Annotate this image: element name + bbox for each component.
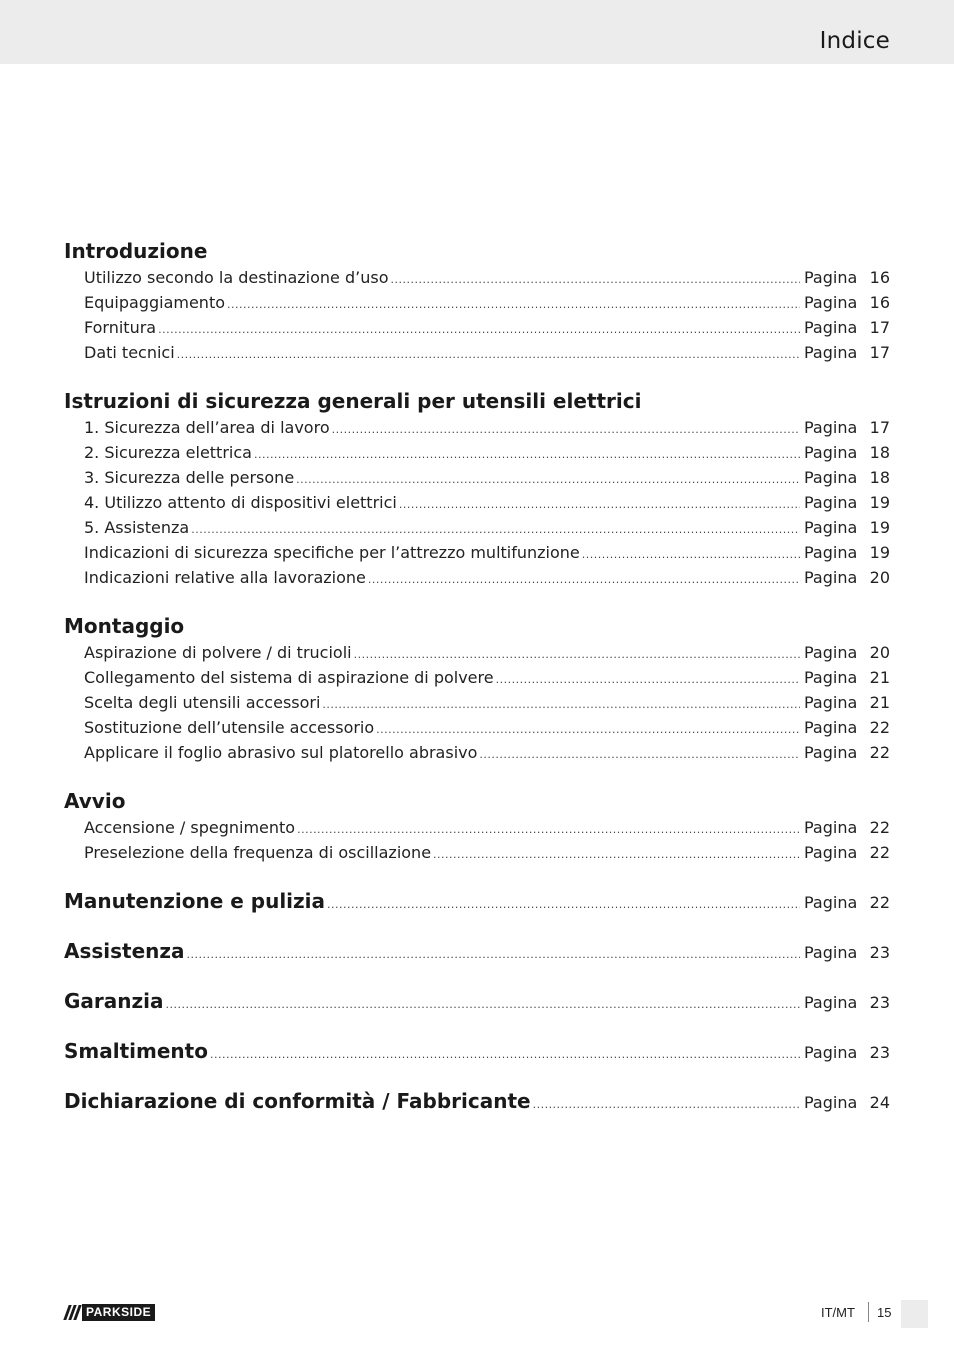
- page-number: 22: [869, 843, 890, 862]
- page-number: 23: [869, 1043, 890, 1062]
- page-word: Pagina: [804, 893, 858, 912]
- dot-leader: [354, 648, 800, 661]
- page-word: Pagina: [804, 693, 858, 712]
- entry-label: Scelta degli utensili accessori: [84, 693, 321, 712]
- page-number: 22: [869, 718, 890, 737]
- page-title: Indice: [819, 28, 890, 54]
- page-word: Pagina: [804, 1093, 858, 1112]
- toc-entry[interactable]: [84, 718, 890, 743]
- toc-main-entry[interactable]: [64, 1089, 890, 1114]
- toc-entry[interactable]: [84, 843, 890, 868]
- page-word: Pagina: [804, 1043, 858, 1062]
- page-number: 19: [869, 493, 890, 512]
- footer-tab-marker: [901, 1300, 928, 1328]
- entry-label: Equipaggiamento: [84, 293, 226, 312]
- page-word: Pagina: [804, 268, 858, 287]
- page-word: Pagina: [804, 743, 858, 762]
- entry-label: Collegamento del sistema di aspirazione di polvere: [84, 668, 494, 687]
- entry-label: Utilizzo secondo la destinazione d’uso: [84, 268, 389, 287]
- toc-entry[interactable]: [84, 668, 890, 693]
- page-word: Pagina: [804, 568, 858, 587]
- dot-leader: [399, 498, 800, 511]
- entry-label: 1. Sicurezza dell’area di lavoro: [84, 418, 330, 437]
- main-entry-label: Garanzia: [64, 989, 164, 1013]
- page-number: 21: [869, 693, 890, 712]
- toc-entry[interactable]: [84, 293, 890, 318]
- page-word: Pagina: [804, 993, 858, 1012]
- page-number: 24: [869, 1093, 890, 1112]
- toc-main-entry[interactable]: [64, 939, 890, 964]
- header-band: [0, 0, 954, 64]
- toc-entry[interactable]: [84, 493, 890, 518]
- page-number: 20: [869, 568, 890, 587]
- logo-stripes-icon: [66, 1304, 79, 1321]
- toc-main-entry[interactable]: [64, 889, 890, 914]
- page-number: 17: [869, 343, 890, 362]
- toc-entry[interactable]: [84, 268, 890, 293]
- footer-page-number: 15: [877, 1305, 892, 1320]
- dot-leader: [533, 1098, 800, 1111]
- dot-leader: [322, 698, 800, 711]
- page-word: Pagina: [804, 718, 858, 737]
- page-number: 18: [869, 468, 890, 487]
- footer-language: IT/MT: [821, 1305, 855, 1320]
- section-title-avvio: Avvio: [64, 789, 126, 813]
- main-entry-label: Smaltimento: [64, 1039, 208, 1063]
- page-number: 17: [869, 418, 890, 437]
- dot-leader: [479, 748, 800, 761]
- dot-leader: [177, 348, 800, 361]
- entry-label: Dati tecnici: [84, 343, 175, 362]
- toc-entry[interactable]: [84, 468, 890, 493]
- page-number: 21: [869, 668, 890, 687]
- entry-label: Accensione / spegnimento: [84, 818, 296, 837]
- page-number: 23: [869, 993, 890, 1012]
- section-title-introduzione: Introduzione: [64, 239, 208, 263]
- dot-leader: [327, 898, 800, 911]
- dot-leader: [254, 448, 800, 461]
- entry-label: Fornitura: [84, 318, 157, 337]
- page-number: 20: [869, 643, 890, 662]
- page-number: 18: [869, 443, 890, 462]
- dot-leader: [390, 273, 800, 286]
- footer-divider: [868, 1302, 869, 1322]
- page-number: 23: [869, 943, 890, 962]
- section-title-istruzioni-sicurezza: Istruzioni di sicurezza generali per utensili elettrici: [64, 389, 642, 413]
- dot-leader: [166, 998, 800, 1011]
- toc-entry[interactable]: [84, 343, 890, 368]
- page-word: Pagina: [804, 818, 858, 837]
- parkside-logo: [66, 1304, 155, 1321]
- page-number: 22: [869, 893, 890, 912]
- toc-entry[interactable]: [84, 568, 890, 593]
- main-entry-label: Manutenzione e pulizia: [64, 889, 326, 913]
- dot-leader: [297, 823, 800, 836]
- page-word: Pagina: [804, 318, 858, 337]
- entry-label: 3. Sicurezza delle persone: [84, 468, 295, 487]
- page-number: 22: [869, 743, 890, 762]
- entry-label: Preselezione della frequenza di oscillazione: [84, 843, 432, 862]
- page-number: 16: [869, 268, 890, 287]
- page-number: 16: [869, 293, 890, 312]
- toc-main-entry[interactable]: [64, 989, 890, 1014]
- dot-leader: [227, 298, 800, 311]
- toc-main-entry[interactable]: [64, 1039, 890, 1064]
- section-title-montaggio: Montaggio: [64, 614, 185, 638]
- page-number: 22: [869, 818, 890, 837]
- toc-entry[interactable]: [84, 318, 890, 343]
- toc-entry[interactable]: [84, 518, 890, 543]
- page-word: Pagina: [804, 443, 858, 462]
- dot-leader: [496, 673, 800, 686]
- page-word: Pagina: [804, 493, 858, 512]
- entry-label: Indicazioni relative alla lavorazione: [84, 568, 366, 587]
- toc-entry[interactable]: [84, 743, 890, 768]
- entry-label: Sostituzione dell’utensile accessorio: [84, 718, 375, 737]
- dot-leader: [582, 548, 800, 561]
- dot-leader: [296, 473, 800, 486]
- page-word: Pagina: [804, 518, 858, 537]
- toc-entry[interactable]: [84, 418, 890, 443]
- dot-leader: [187, 948, 800, 961]
- dot-leader: [332, 423, 800, 436]
- page-number: 19: [869, 518, 890, 537]
- toc-entry[interactable]: [84, 693, 890, 718]
- entry-label: 2. Sicurezza elettrica: [84, 443, 252, 462]
- page-word: Pagina: [804, 293, 858, 312]
- main-entry-label: Assistenza: [64, 939, 185, 963]
- page-word: Pagina: [804, 943, 858, 962]
- dot-leader: [158, 323, 800, 336]
- page-word: Pagina: [804, 843, 858, 862]
- main-entry-label: Dichiarazione di conformità / Fabbricante: [64, 1089, 531, 1113]
- page-word: Pagina: [804, 343, 858, 362]
- dot-leader: [376, 723, 800, 736]
- page-word: Pagina: [804, 643, 858, 662]
- page-word: Pagina: [804, 418, 858, 437]
- logo-text: PARKSIDE: [82, 1304, 155, 1321]
- dot-leader: [433, 848, 800, 861]
- entry-label: Applicare il foglio abrasivo sul platorello abrasivo: [84, 743, 478, 762]
- page-number: 19: [869, 543, 890, 562]
- page-word: Pagina: [804, 668, 858, 687]
- toc-entry[interactable]: [84, 643, 890, 668]
- dot-leader: [210, 1048, 800, 1061]
- entry-label: 4. Utilizzo attento di dispositivi elettrici: [84, 493, 397, 512]
- entry-label: 5. Assistenza: [84, 518, 190, 537]
- dot-leader: [368, 573, 800, 586]
- dot-leader: [191, 523, 800, 536]
- toc-entry[interactable]: [84, 818, 890, 843]
- page-word: Pagina: [804, 543, 858, 562]
- page-word: Pagina: [804, 468, 858, 487]
- entry-label: Indicazioni di sicurezza specifiche per l’attrezzo multifunzione: [84, 543, 580, 562]
- page-number: 17: [869, 318, 890, 337]
- entry-label: Aspirazione di polvere / di trucioli: [84, 643, 352, 662]
- toc-entry[interactable]: [84, 443, 890, 468]
- toc-entry[interactable]: [84, 543, 890, 568]
